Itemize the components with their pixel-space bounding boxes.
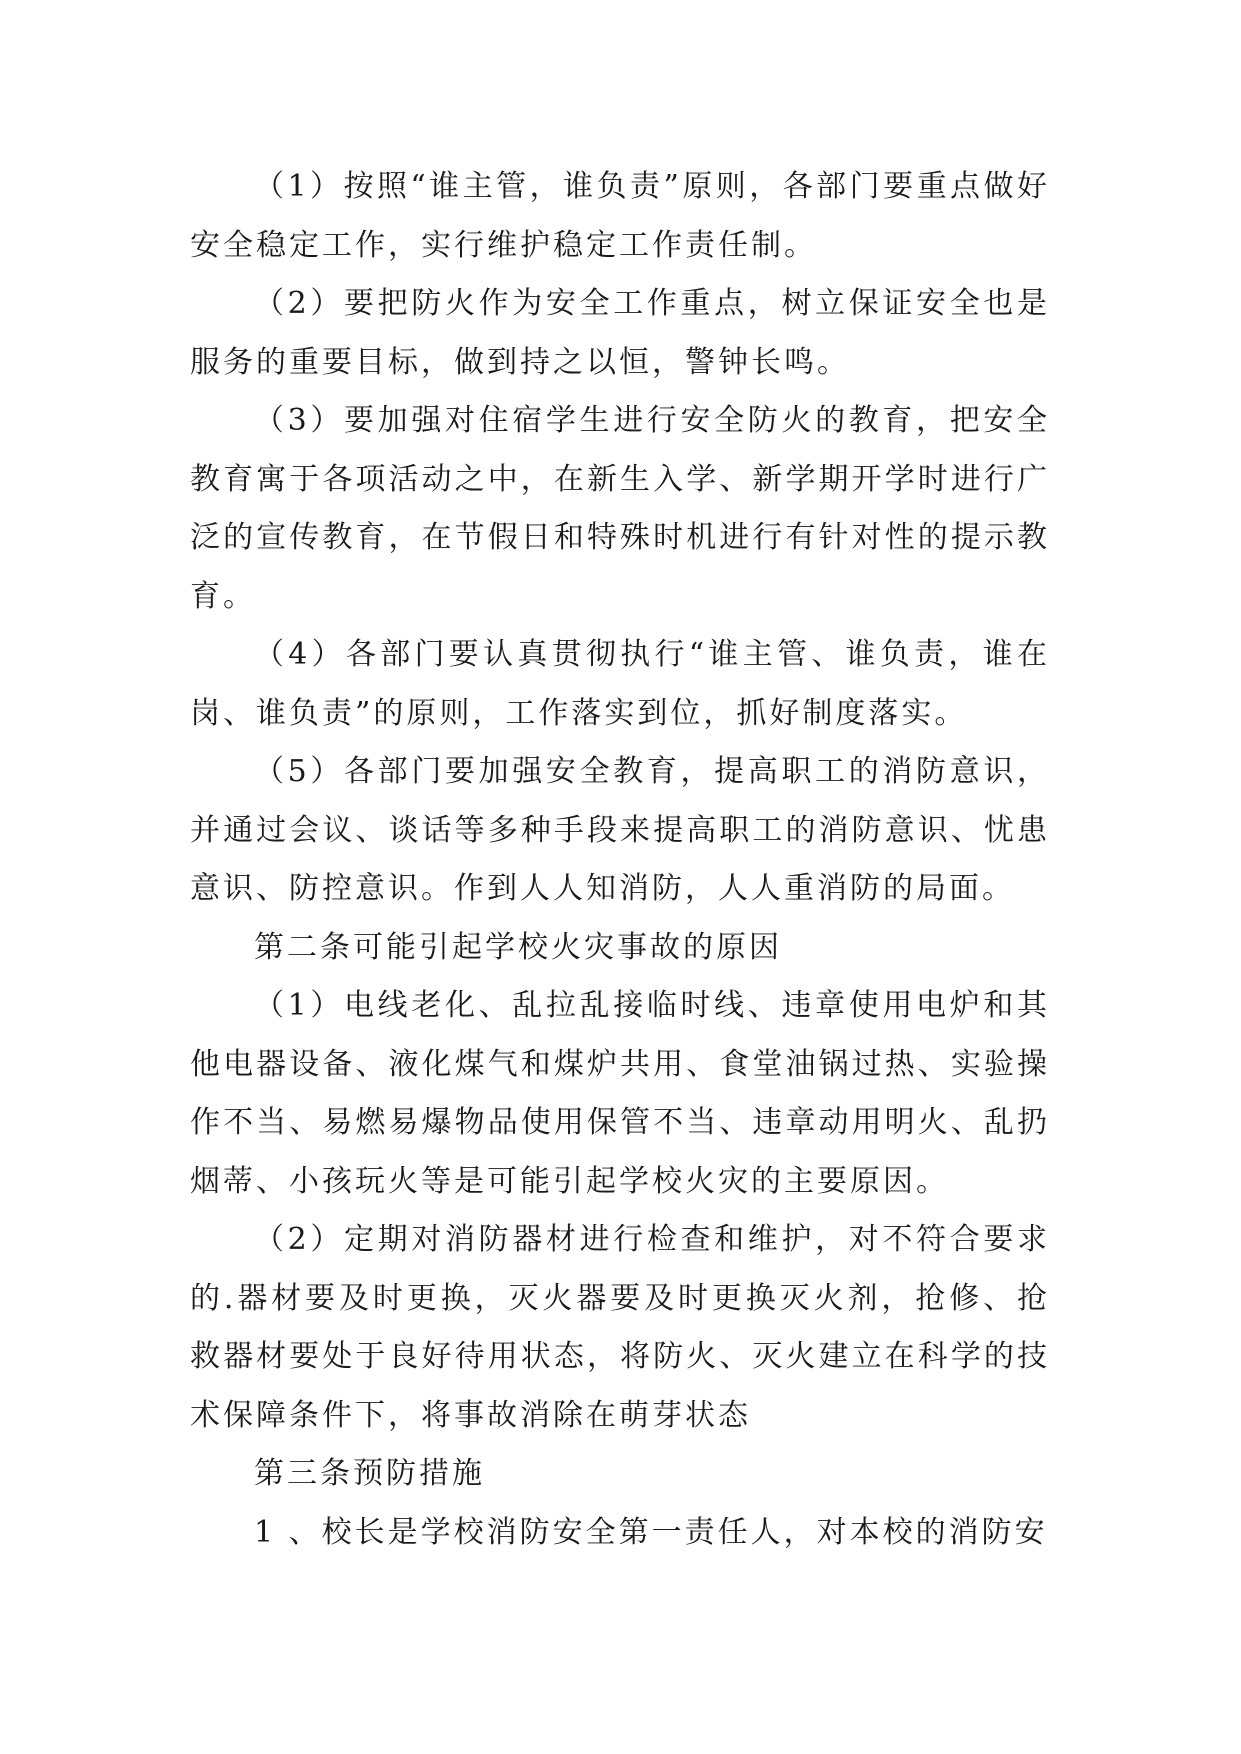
- paragraph-3: （3）要加强对住宿学生进行安全防火的教育，把安全教育寓于各项活动之中，在新生入学、新学期开学时进行广泛的宣传教育，在节假日和特殊时机进行有针对性的提示教育。: [190, 403, 1050, 614]
- section-heading-article-3: 第三条预防措施: [254, 1456, 485, 1491]
- paragraph-7: （2）定期对消防器材进行检查和维护，对不符合要求的.器材要及时更换，灭火器要及时更换灭火剂，抢修、抢救器材要处于良好待用状态，将防火、灭火建立在科学的技术保障条件下，将事故消除在萌芽状态: [190, 1222, 1050, 1433]
- section-heading-article-2: 第二条可能引起学校火灾事故的原因: [254, 929, 782, 965]
- paragraph-8: 1 、校长是学校消防安全第一责任人，对本校的消防安: [254, 1514, 1048, 1550]
- paragraph-4: （4）各部门要认真贯彻执行“谁主管、谁负责，谁在岗、谁负责”的原则，工作落实到位，抓好制度落实。: [190, 637, 1050, 731]
- paragraph-6: （1）电线老化、乱拉乱接临时线、违章使用电炉和其他电器设备、液化煤气和煤炉共用、食堂油锅过热、实验操作不当、易燃易爆物品使用保管不当、违章动用明火、乱扔烟蒂、小孩玩火等是可能引起学校火灾的主要原因。: [190, 988, 1050, 1199]
- paragraph-2: （2）要把防火作为安全工作重点，树立保证安全也是服务的重要目标，做到持之以恒，警钟长鸣。: [190, 286, 1050, 380]
- paragraph-1: （1）按照“谁主管，谁负责”原则，各部门要重点做好安全稳定工作，实行维护稳定工作责任制。: [190, 169, 1050, 263]
- document-body: [190, 158, 1050, 1562]
- paragraph-5: （5）各部门要加强安全教育，提高职工的消防意识，并通过会议、谈话等多种手段来提高职工的消防意识、忧患意识、防控意识。作到人人知消防，人人重消防的局面。: [190, 754, 1050, 906]
